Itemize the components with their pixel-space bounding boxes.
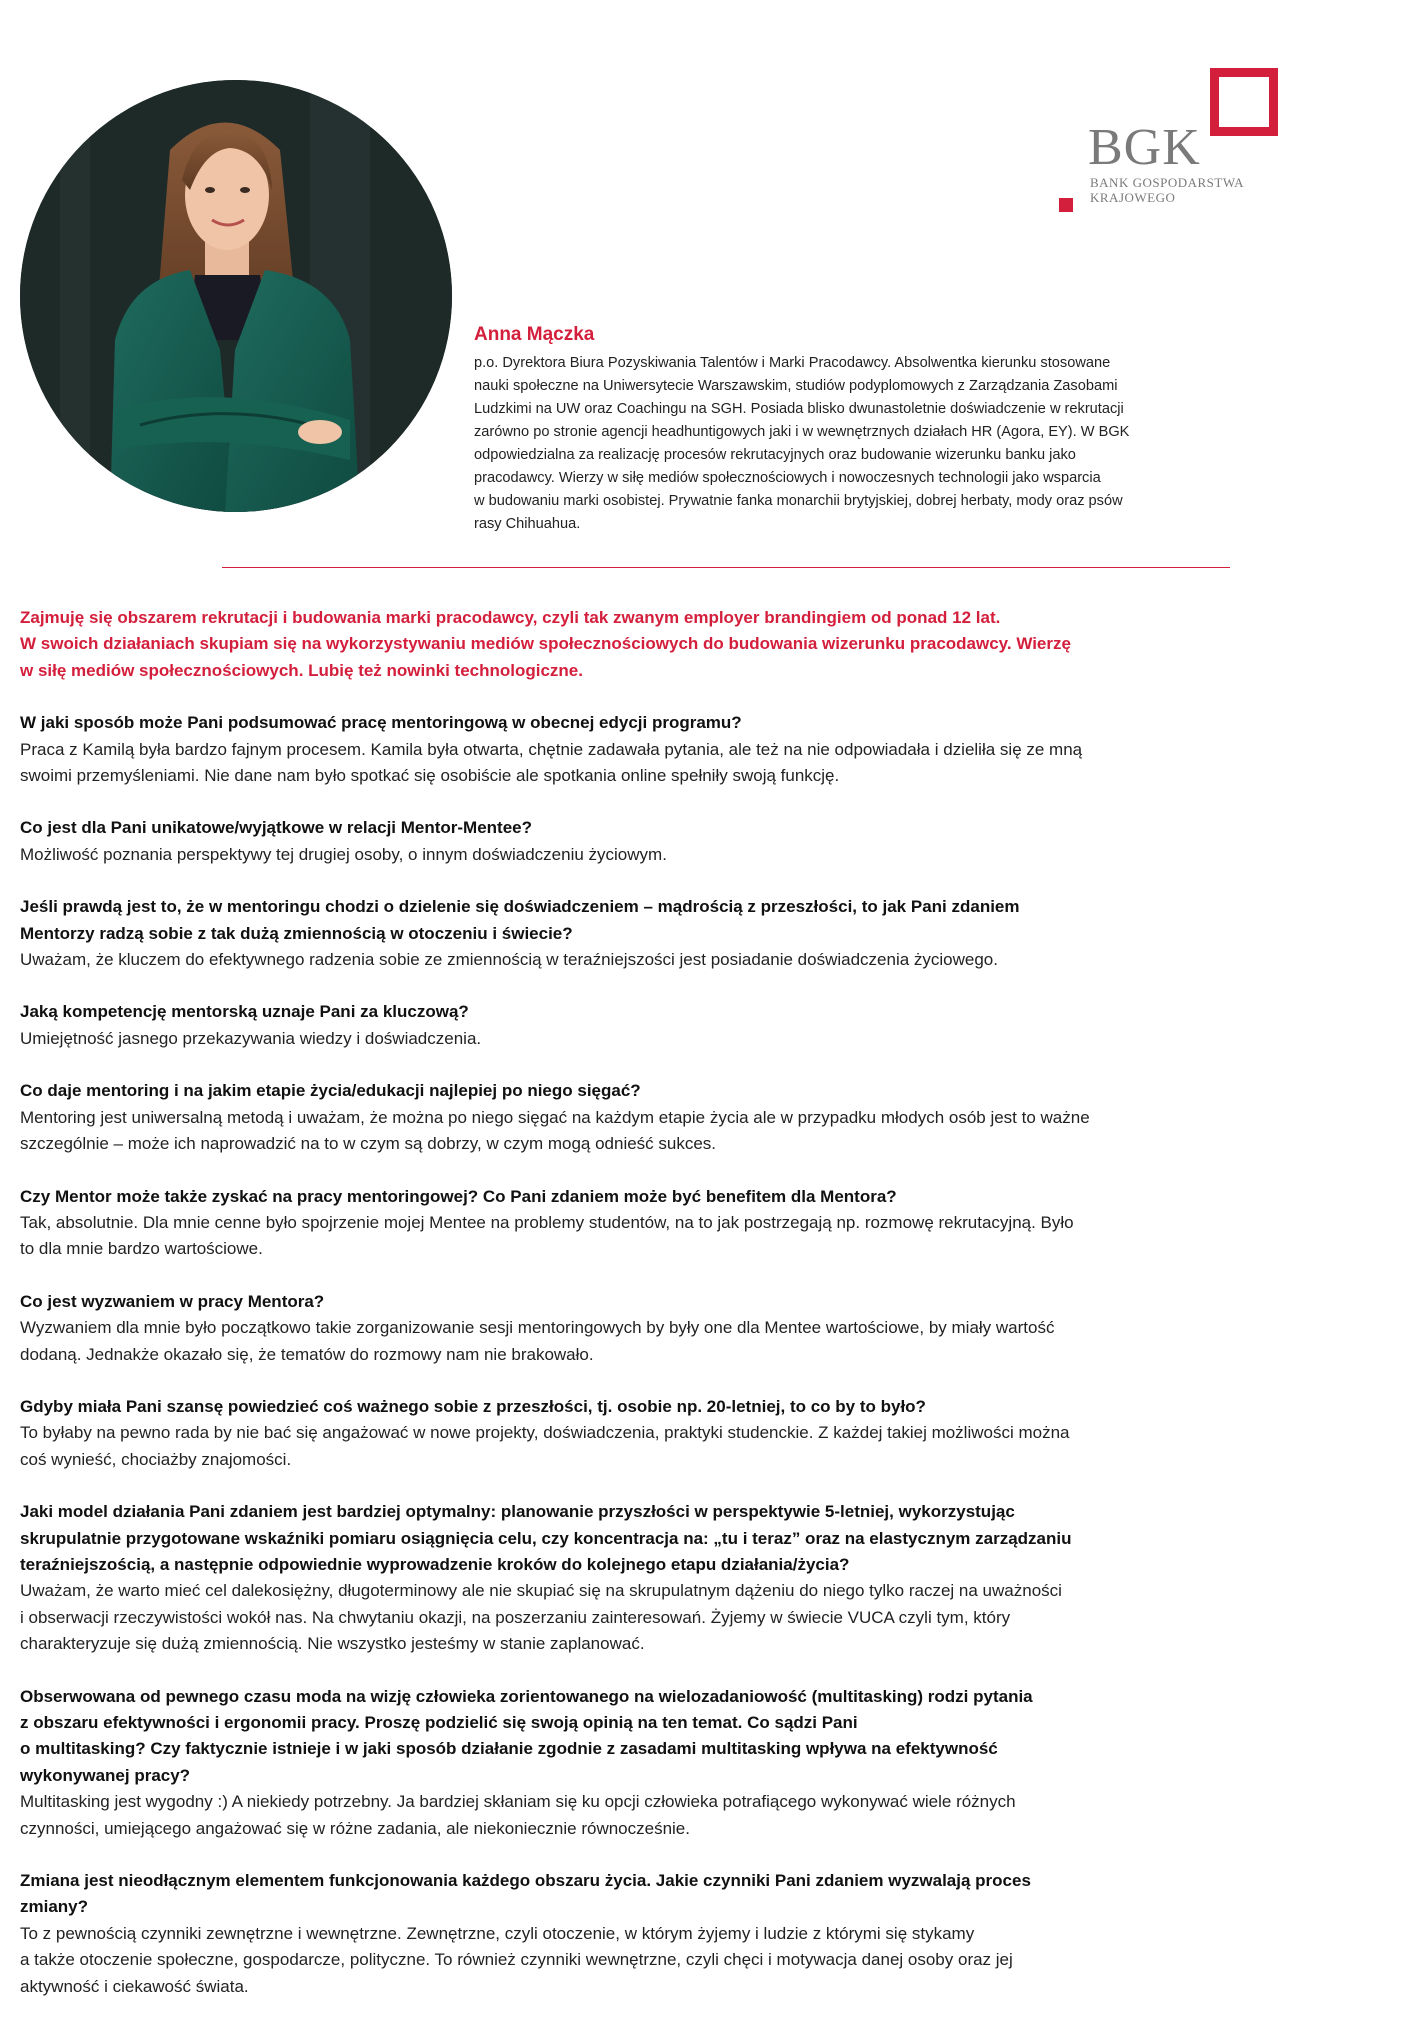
lead-paragraph <box>20 605 1240 684</box>
question-line: Zmiana jest nieodłącznym elementem funkcjonowania każdego obszaru życia. Jakie czynniki Pani zdaniem wyzwalają proces <box>20 1871 1031 1891</box>
qa-item <box>20 815 1240 868</box>
answer-line: aktywność i ciekawość świata. <box>20 1976 249 1996</box>
bio-line: nauki społeczne na Uniwersytecie Warszawskim, studiów podyplomowych z Zarządzania Zasobami <box>474 378 1118 394</box>
answer-line: Uważam, że warto mieć cel dalekosiężny, długoterminowy ale nie skupiać się na skrupulatnym dążeniu do niego tylko raczej na uważności <box>20 1581 1062 1601</box>
answer <box>20 1578 1240 1657</box>
logo-square-large <box>1210 68 1278 136</box>
question <box>20 815 1240 841</box>
answer <box>20 1420 1240 1473</box>
question-line: Czy Mentor może także zyskać na pracy mentoringowej? Co Pani zdaniem może być benefitem dla Mentora? <box>20 1186 897 1206</box>
lead-line: w siłę mediów społecznościowych. Lubię też nowinki technologiczne. <box>20 660 583 680</box>
answer-line: charakteryzuje się dużą zmiennością. Nie wszystko jesteśmy w stanie zaplanować. <box>20 1634 645 1654</box>
answer <box>20 842 1240 868</box>
answer-line: Uważam, że kluczem do efektywnego radzenia sobie ze zmiennością w teraźniejszości jest posiadanie doświadczenia życiowego. <box>20 950 998 970</box>
answer-line: Możliwość poznania perspektywy tej drugiej osoby, o innym doświadczeniu życiowym. <box>20 844 667 864</box>
answer-line: dodaną. Jednakże okazało się, że tematów do rozmowy nam nie brakowało. <box>20 1344 594 1364</box>
question <box>20 999 1240 1025</box>
question <box>20 1394 1240 1420</box>
qa-item <box>20 1499 1240 1657</box>
qa-item <box>20 894 1240 973</box>
question <box>20 1868 1240 1921</box>
qa-list <box>20 710 1240 2000</box>
bio-line: rasy Chihuahua. <box>474 516 581 532</box>
person-name: Anna Mączka <box>474 324 595 345</box>
question <box>20 1499 1240 1578</box>
answer-line: coś wynieść, chociażby znajomości. <box>20 1449 292 1469</box>
logo-brand: BGK <box>1088 119 1201 176</box>
logo-subtitle-line: BANK GOSPODARSTWA <box>1090 175 1245 190</box>
question <box>20 710 1240 736</box>
answer-line: Mentoring jest uniwersalną metodą i uważam, że można po niego sięgać na każdym etapie życia ale w przypadku młodych osób jest to ważne <box>20 1107 1090 1127</box>
qa-item <box>20 1684 1240 1842</box>
answer-line: Wyzwaniem dla mnie było początkowo takie zorganizowanie sesji mentoringowych by były one dla Mentee wartościowe, by miały wartość <box>20 1318 1055 1338</box>
answer-line: to dla mnie bardzo wartościowe. <box>20 1239 263 1259</box>
divider <box>222 567 1230 568</box>
bio-line: w budowaniu marki osobistej. Prywatnie fanka monarchii brytyjskiej, dobrej herbaty, mody oraz psów <box>474 493 1123 509</box>
question-line: teraźniejszością, a następnie odpowiednie wyprowadzenie kroków do kolejnego etapu działania/życia? <box>20 1554 850 1574</box>
question-line: Obserwowana od pewnego czasu moda na wizję człowieka zorientowanego na wielozadaniowość (multitasking) rodzi pytania <box>20 1686 1033 1706</box>
qa-item <box>20 999 1240 1052</box>
logo-subtitle <box>1090 175 1290 205</box>
question <box>20 1184 1240 1210</box>
answer-line: czynności, umiejącego angażować się w różne zadania, ale niekoniecznie równocześnie. <box>20 1818 690 1838</box>
answer-line: Praca z Kamilą była bardzo fajnym procesem. Kamila była otwarta, chętnie zadawała pytania, ale też na nie odpowiadała i dzieliła się ze mną <box>20 739 1083 759</box>
question-line: skrupulatnie przygotowane wskaźniki pomiaru osiągnięcia celu, czy koncentracja na: „tu i teraz” oraz na elastycznym zarządzaniu <box>20 1528 1072 1548</box>
bio-line: pracodawcy. Wierzy w siłę mediów społecznościowych i nowoczesnych technologii jako wsparcia <box>474 470 1101 486</box>
answer-line: szczególnie – może ich naprowadzić na to w czym są dobrzy, w czym mogą odnieść sukces. <box>20 1134 717 1154</box>
qa-item <box>20 1184 1240 1263</box>
answer-line: i obserwacji rzeczywistości wokół nas. Na chwytaniu okazji, na poszerzaniu zainteresowań. Żyjemy w świecie VUCA czyli tym, który <box>20 1607 1011 1627</box>
logo-subtitle-line: KRAJOWEGO <box>1090 190 1176 205</box>
bgk-logo <box>1055 68 1270 218</box>
answer <box>20 1105 1240 1158</box>
answer <box>20 1210 1240 1263</box>
question-line: Gdyby miała Pani szansę powiedzieć coś ważnego sobie z przeszłości, tj. osobie np. 20-letniej, to co by to było? <box>20 1396 926 1416</box>
answer-line: To z pewnością czynniki zewnętrzne i wewnętrzne. Zewnętrzne, czyli otoczenie, w którym żyjemy i ludzie z którymi się stykamy <box>20 1923 975 1943</box>
question-line: zmiany? <box>20 1897 89 1917</box>
portrait-illustration <box>20 80 452 512</box>
qa-item <box>20 710 1240 789</box>
bio-line: p.o. Dyrektora Biura Pozyskiwania Talentów i Marki Pracodawcy. Absolwentka kierunku stosowane <box>474 355 1111 371</box>
bio-section <box>474 324 1234 536</box>
bio-line: Ludzkimi na UW oraz Coachingu na SGH. Posiada blisko dwunastoletnie doświadczenie w rekrutacji <box>474 401 1124 417</box>
answer <box>20 737 1240 790</box>
answer-line: To byłaby na pewno rada by nie bać się angażować w nowe projekty, doświadczenia, praktyki studenckie. Z każdej takiej możliwości można <box>20 1423 1070 1443</box>
answer-line: a także otoczenie społeczne, gospodarcze, polityczne. To również czynniki wewnętrzne, czyli chęci i motywacja danej osoby oraz jej <box>20 1950 1013 1970</box>
qa-item <box>20 1289 1240 1368</box>
qa-item <box>20 1394 1240 1473</box>
bio-text <box>474 352 1234 536</box>
question-line: W jaki sposób może Pani podsumować pracę mentoringową w obecnej edycji programu? <box>20 713 742 733</box>
question-line: Jaki model działania Pani zdaniem jest bardziej optymalny: planowanie przyszłości w perspektywie 5-letniej, wykorzystując <box>20 1502 1015 1522</box>
answer-line: Tak, absolutnie. Dla mnie cenne było spojrzenie mojej Mentee na problemy studentów, na to jak postrzegają np. rozmowę rekrutacyjną. Było <box>20 1212 1074 1232</box>
answer <box>20 947 1240 973</box>
bio-line: odpowiedzialna za realizację procesów rekrutacyjnych oraz budowanie wizerunku banku jako <box>474 447 1076 463</box>
question <box>20 894 1240 947</box>
question-line: wykonywanej pracy? <box>20 1765 191 1785</box>
answer <box>20 1789 1240 1842</box>
question-line: Co jest wyzwaniem w pracy Mentora? <box>20 1291 325 1311</box>
portrait-photo <box>20 80 452 512</box>
question <box>20 1289 1240 1315</box>
answer-line: Multitasking jest wygodny :) A niekiedy potrzebny. Ja bardziej skłaniam się ku opcji człowieka potrafiącego wykonywać wiele różnych <box>20 1792 1016 1812</box>
question-line: Mentorzy radzą sobie z tak dużą zmiennością w otoczeniu i świecie? <box>20 923 573 943</box>
answer <box>20 1921 1240 2000</box>
question-line: Jeśli prawdą jest to, że w mentoringu chodzi o dzielenie się doświadczeniem – mądrością z przeszłości, to jak Pani zdaniem <box>20 897 1020 917</box>
answer-line: Umiejętność jasnego przekazywania wiedzy i doświadczenia. <box>20 1028 482 1048</box>
lead-line: Zajmuję się obszarem rekrutacji i budowania marki pracodawcy, czyli tak zwanym employer brandingiem od ponad 12 lat. <box>20 608 1001 627</box>
question-line: Jaką kompetencję mentorską uznaje Pani za kluczową? <box>20 1002 469 1022</box>
question-line: z obszaru efektywności i ergonomii pracy. Proszę podzielić się swoją opinią na ten temat. Co sądzi Pani <box>20 1713 858 1732</box>
lead-line: W swoich działaniach skupiam się na wykorzystywaniu mediów społecznościowych do budowania wizerunku pracodawcy. Wierzę <box>20 634 1071 654</box>
question-line: o multitasking? Czy faktycznie istnieje i w jaki sposób działanie zgodnie z zasadami multitasking wpływa na efektywność <box>20 1739 998 1759</box>
question-line: Co jest dla Pani unikatowe/wyjątkowe w relacji Mentor-Mentee? <box>20 818 533 838</box>
answer <box>20 1026 1240 1052</box>
qa-item <box>20 1868 1240 2000</box>
answer-line: swoimi przemyśleniami. Nie dane nam było spotkać się osobiście ale spotkania online spełniły swoją funkcję. <box>20 766 840 786</box>
bio-line: zarówno po stronie agencji headhuntigowych jaki i w wewnętrznych działach HR (Agora, EY). W BGK <box>474 424 1130 440</box>
qa-item <box>20 1078 1240 1157</box>
logo-square-small <box>1059 198 1073 212</box>
question-line: Co daje mentoring i na jakim etapie życia/edukacji najlepiej po niego sięgać? <box>20 1081 641 1101</box>
question <box>20 1684 1240 1790</box>
interview-content <box>20 605 1240 2026</box>
question <box>20 1078 1240 1104</box>
answer <box>20 1315 1240 1368</box>
